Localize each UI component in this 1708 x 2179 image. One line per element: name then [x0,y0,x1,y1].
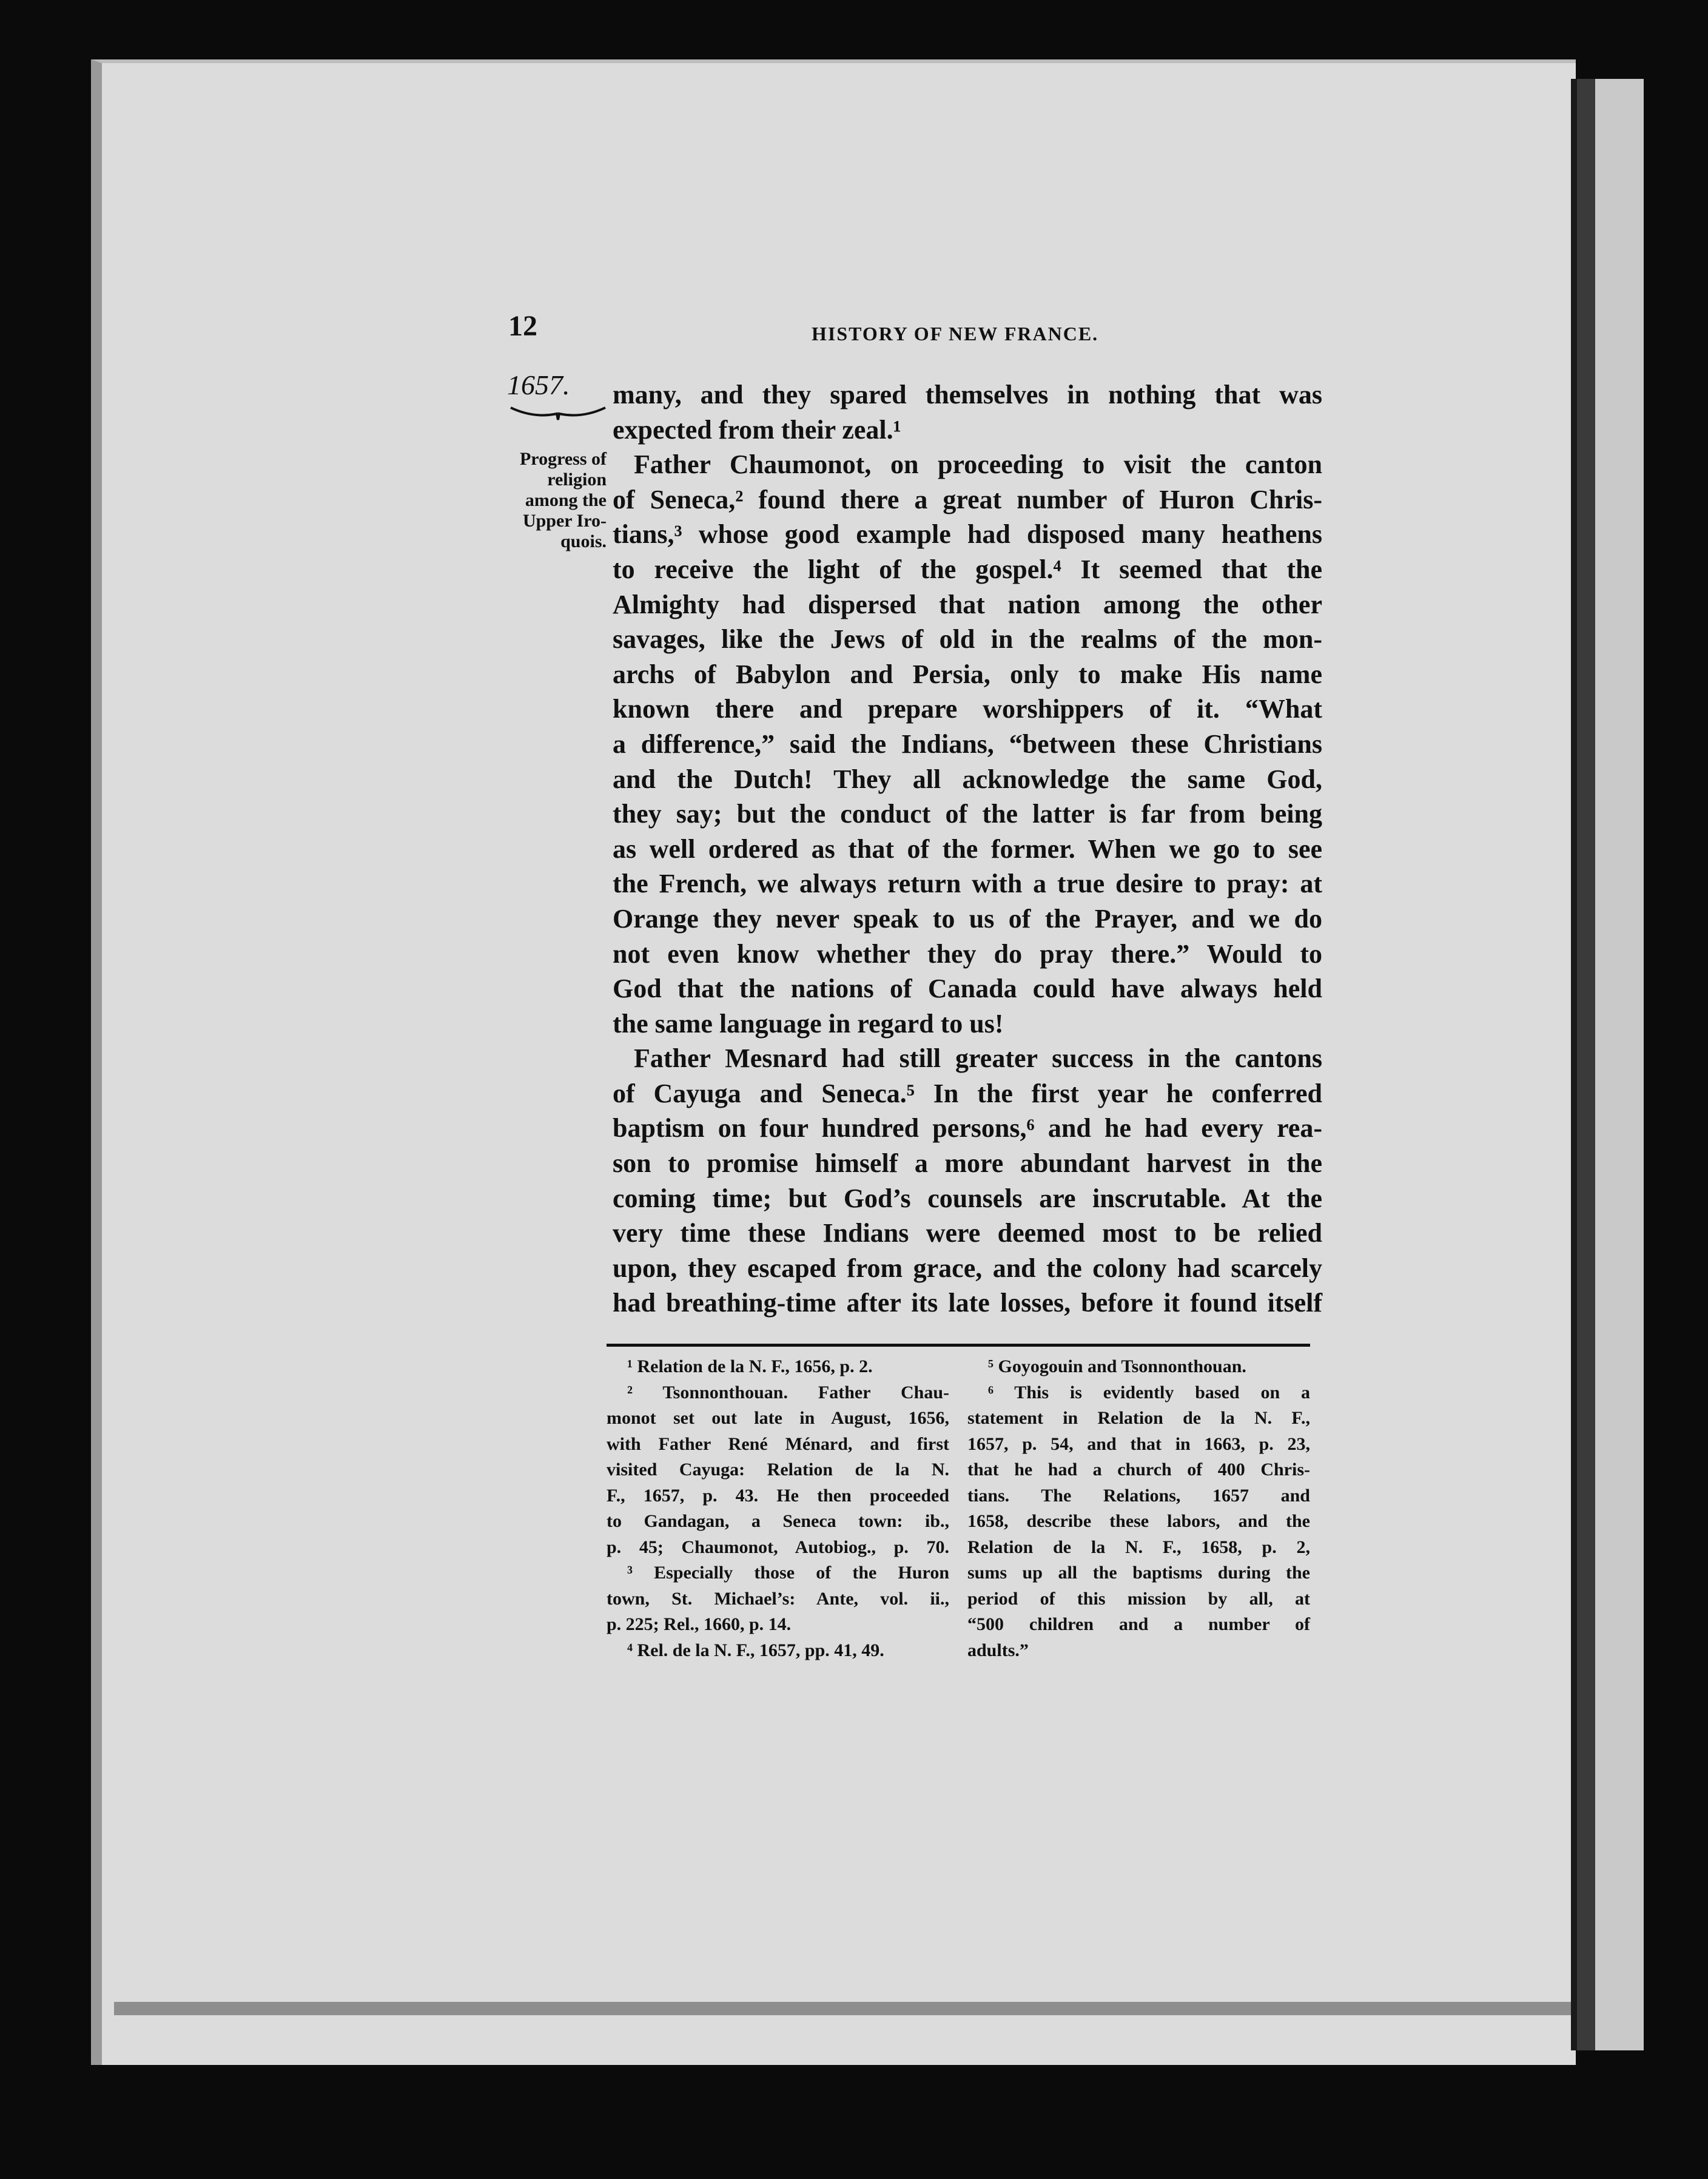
text-line: the French, we always return with a true desire to pray: at [613,869,1322,899]
page-header [508,309,1321,346]
footnote-line: that he had a church of 400 Chris- [967,1460,1310,1480]
footnote-line: statement in Relation de la N. F., [967,1408,1310,1428]
footnote-line: town, St. Michael’s: Ante, vol. ii., [607,1588,949,1609]
text-line: not even know whether they do pray there.” Would to [613,938,1322,969]
text-line: the same language in regard to us! [613,1008,1004,1039]
footnote-line: p. 225; Rel., 1660, p. 14. [607,1614,792,1634]
footnote-line: adults.” [967,1640,1029,1660]
footnote-line: with Father René Ménard, and first [607,1433,949,1454]
text-line: Orange they never speak to us of the Prayer, and we do [613,903,1322,934]
footnote-line: monot set out late in August, 1656, [607,1408,949,1428]
footnote-line: F., 1657, p. 43. He then proceeded [607,1485,949,1506]
text-line: tians,³ whose good example had disposed many heathens [613,519,1322,550]
text-line: Almighty had dispersed that nation among the other [613,589,1322,619]
footnote-line: ⁴ Rel. de la N. F., 1657, pp. 41, 49. [627,1640,884,1660]
footnote-line: “500 children and a number of [967,1614,1310,1634]
footnote-line: period of this mission by all, at [967,1588,1310,1609]
text-line: they say; but the conduct of the latter is far from being [613,799,1322,829]
text-line: archs of Babylon and Persia, only to make His name [613,659,1322,689]
text-line: Father Chaumonot, on proceeding to visit the canton [634,450,1322,480]
sidenote-line: Progress of [519,449,607,469]
text-line: son to promise himself a more abundant harvest in the [613,1148,1322,1179]
body-text [613,377,1322,1321]
footnote-line: tians. The Relations, 1657 and [967,1485,1310,1506]
text-line: God that the nations of Canada could have always held [613,974,1322,1004]
text-line: of Seneca,² found there a great number of Huron Chris- [613,484,1322,514]
footnote-line: sums up all the baptisms during the [967,1563,1310,1583]
footnote-line: ⁵ Goyogouin and Tsonnonthouan. [988,1356,1246,1376]
text-line: to receive the light of the gospel.⁴ It seemed that the [613,554,1322,584]
footnotes-left-column [607,1354,949,1663]
footnote-line: ³ Especially those of the Huron [627,1563,949,1583]
text-line: savages, like the Jews of old in the realms of the mon- [613,624,1322,655]
page-number: 12 [508,310,537,342]
page-edge [114,2002,1582,2015]
brace-ornament [509,405,607,421]
footnote-line: ² Tsonnonthouan. Father Chau- [627,1382,949,1403]
margin-year: 1657. [507,369,570,400]
footnote-line: ¹ Relation de la N. F., 1656, p. 2. [627,1356,873,1376]
text-line: very time these Indians were deemed most to be relied [613,1218,1322,1248]
sidenote-line: Upper Iro- [522,511,607,531]
text-line: a difference,” said the Indians, “between these Christians [613,729,1322,759]
running-head: HISTORY OF NEW FRANCE. [812,323,1099,345]
text-line: known there and prepare worshippers of it. “What [613,694,1322,724]
facing-page-edge [1595,79,1644,2050]
text-line: of Cayuga and Seneca.⁵ In the first year he conferred [613,1078,1322,1108]
text-line: as well ordered as that of the former. When we go to see [613,834,1322,864]
text-line: expected from their zeal.¹ [613,414,901,445]
text-line: upon, they escaped from grace, and the colony had scarcely [613,1253,1322,1283]
sidenote-line: religion [547,470,607,490]
footnote-line: to Gandagan, a Seneca town: ib., [607,1511,949,1531]
sidenote-line: among the [525,490,607,510]
text-line: baptism on four hundred persons,⁶ and he had every rea- [613,1113,1322,1143]
text-line: coming time; but God’s counsels are inscrutable. At the [613,1183,1322,1213]
text-line: Father Mesnard had still greater success in the cantons [634,1043,1322,1074]
footnotes-right-column [967,1354,1310,1663]
marginal-sidenote [503,449,607,552]
footnote-line: visited Cayuga: Relation de la N. [607,1460,949,1480]
text-line: and the Dutch! They all acknowledge the same God, [613,764,1322,794]
text-line: had breathing-time after its late losses, before it found itself [613,1288,1322,1318]
text-line: many, and they spared themselves in nothing that was [613,380,1322,409]
footnote-rule [607,1344,1310,1347]
footnote-line: p. 45; Chaumonot, Autobiog., p. 70. [607,1537,949,1557]
footnote-line: 1658, describe these labors, and the [967,1511,1310,1531]
footnote-line: 1657, p. 54, and that in 1663, p. 23, [967,1433,1310,1454]
footnote-line: Relation de la N. F., 1658, p. 2, [967,1537,1310,1557]
footnote-line: ⁶ This is evidently based on a [988,1382,1310,1403]
sidenote-line: quois. [560,531,607,551]
